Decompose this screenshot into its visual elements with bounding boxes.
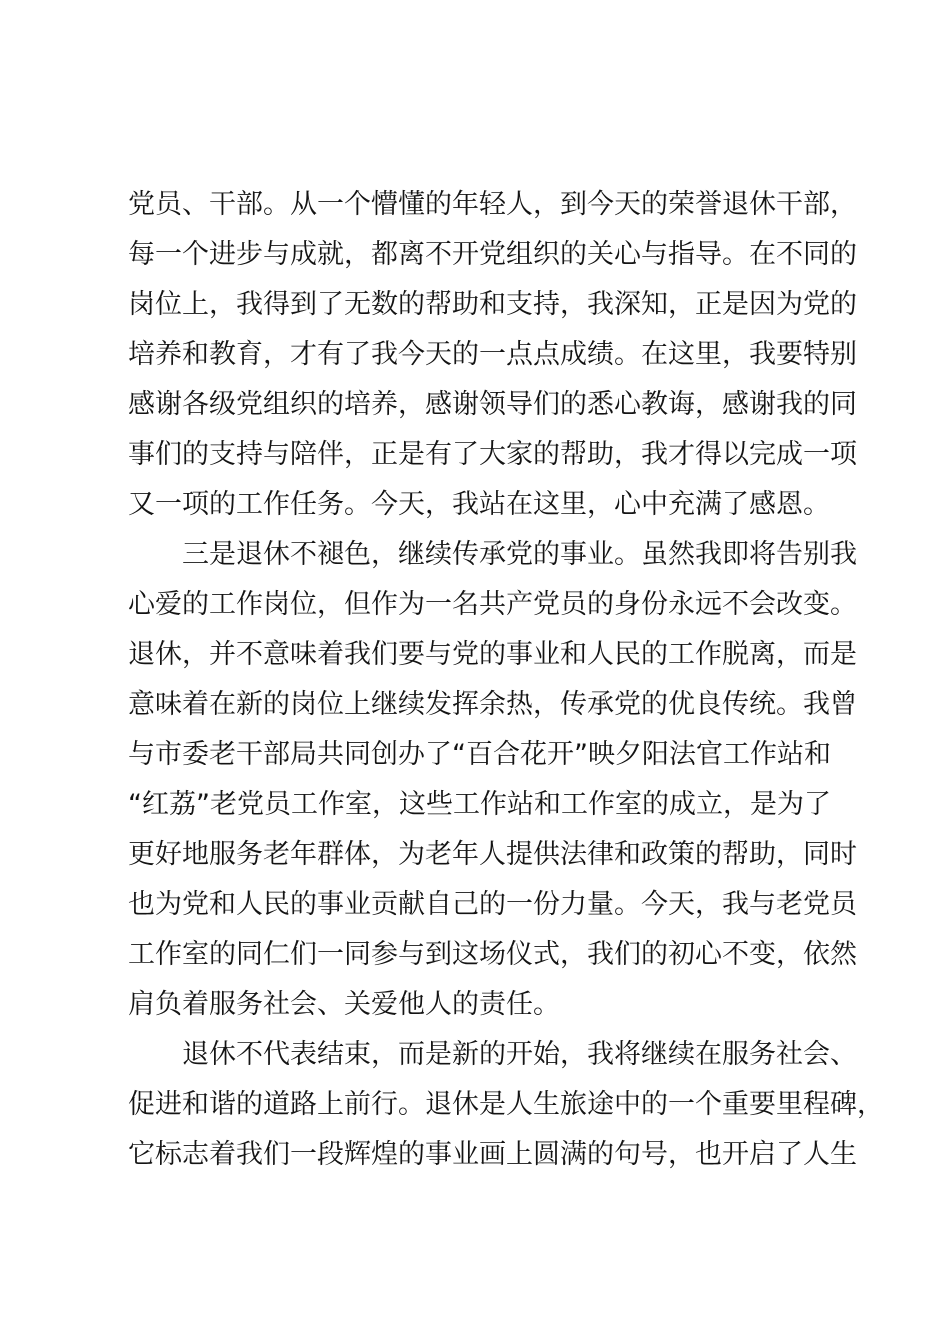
text-line: 肩负着服务社会、关爱他人的责任。 [128, 989, 560, 1020]
text-line: 它标志着我们一段辉煌的事业画上圆满的句号，也开启了人生 [128, 1139, 857, 1170]
text-line: “红荔”老党员工作室，这些工作站和工作室的成立，是为了 [128, 789, 831, 820]
text-line: 退休，并不意味着我们要与党的事业和人民的工作脱离，而是 [128, 639, 857, 670]
text-line: 培养和教育，才有了我今天的一点点成绩。在这里，我要特别 [128, 339, 857, 370]
paragraph-first-line: 退休不代表结束，而是新的开始，我将继续在服务社会、 [182, 1039, 857, 1070]
text-line: 促进和谐的道路上前行。退休是人生旅途中的一个重要里程碑， [128, 1089, 884, 1120]
text-line: 又一项的工作任务。今天，我站在这里，心中充满了感恩。 [128, 489, 830, 520]
text-line: 与市委老干部局共同创办了“百合花开”映夕阳法官工作站和 [128, 739, 831, 770]
text-line: 更好地服务老年群体，为老年人提供法律和政策的帮助，同时 [128, 839, 857, 870]
text-line: 岗位上，我得到了无数的帮助和支持，我深知，正是因为党的 [128, 289, 857, 320]
text-line: 意味着在新的岗位上继续发挥余热，传承党的优良传统。我曾 [128, 689, 857, 720]
text-line: 党员、干部。从一个懵懂的年轻人，到今天的荣誉退休干部， [128, 189, 857, 220]
text-line: 工作室的同仁们一同参与到这场仪式，我们的初心不变，依然 [128, 939, 857, 970]
text-line: 感谢各级党组织的培养，感谢领导们的悉心教诲，感谢我的同 [128, 389, 857, 420]
document-body [128, 180, 884, 1180]
text-line: 也为党和人民的事业贡献自己的一份力量。今天，我与老党员 [128, 889, 857, 920]
text-line: 心爱的工作岗位，但作为一名共产党员的身份永远不会改变。 [128, 589, 857, 620]
text-line: 事们的支持与陪伴，正是有了大家的帮助，我才得以完成一项 [128, 439, 857, 470]
paragraph-first-line: 三是退休不褪色，继续传承党的事业。虽然我即将告别我 [182, 539, 857, 570]
text-line: 每一个进步与成就，都离不开党组织的关心与指导。在不同的 [128, 239, 857, 270]
